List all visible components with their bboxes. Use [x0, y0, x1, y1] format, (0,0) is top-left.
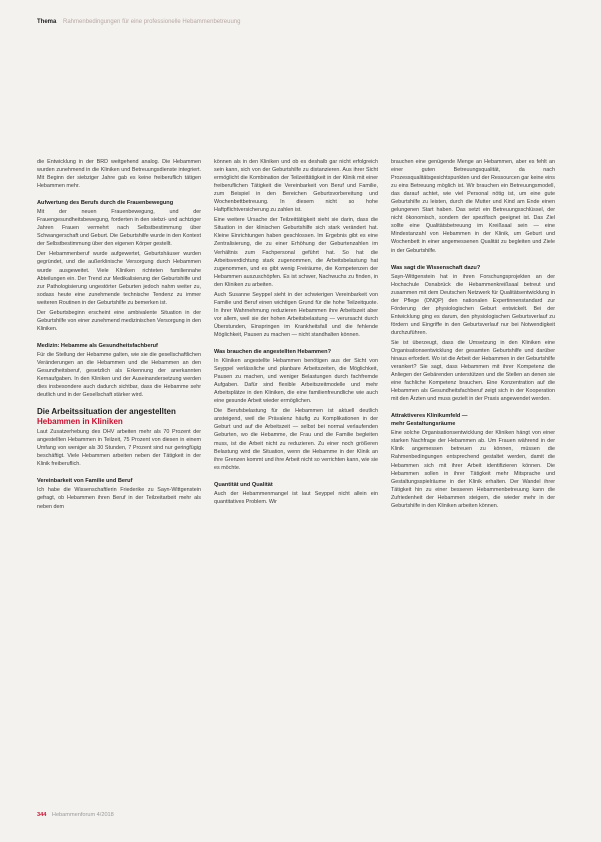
header-subtitle: Rahmenbedingungen für eine professionelle Hebammenbetreuung — [63, 19, 241, 25]
paragraph: In Kliniken angestellte Hebammen benötigen aus der Sicht von Seyppel verlässliche und planbare Arbeitszeiten, die Möglichkeit, Pausen zu machen, und weniger Belastungen durch fachfremde Aufgaben. Dafür sind flexible Arbeitszeitmodelle und mehr Arbeitsplätze in den Kliniken, die eine familienfreundliche wie auch eine gesunde Arbeit wieder ermöglichen. — [214, 358, 378, 405]
paragraph: Auch Susanne Seyppel sieht in der schwierigen Vereinbarkeit von Familie und Beruf einen wichtigen Grund für die hohe Teilzeitquote. In ihrer Wahrnehmung reduzieren Hebammen ihre Arbeitszeit aber vor allem, weil sie der hohen Arbeitsbelastung — verursacht durch Überstunden, Einspringen im Krankheitsfall und die fehlende Möglichkeit, Pausen zu machen — nicht standhalten können. — [214, 291, 378, 338]
subheading-line-2: mehr Gestaltungsräume — [391, 421, 456, 428]
subheading: Was sagt die Wissenschaft dazu? — [391, 264, 481, 271]
running-header — [37, 18, 581, 26]
text-column-1 — [37, 158, 201, 513]
text-column-3 — [391, 158, 555, 512]
paragraph: Auch der Hebammenmangel ist laut Seyppel nicht allein ein quantitatives Problem. Wir — [214, 490, 378, 505]
paragraph: Für die Stellung der Hebamme galten, wie sie die gesellschaftlichen Veränderungen an die Hebammen und die Hebammen an den Gesundheitsberuf, gesetzlich als Erkennung der anerkannten Kernaufgaben. In den Kliniken und der Auseinandersetzung werden dies insbesondere auch dadurch sichtbar, dass die Hebamme sehr deutlich und in der Gesellschaft stärker wird. — [37, 351, 201, 399]
subheading-line-1: Attraktiveres Klinikumfeld — — [391, 413, 468, 420]
section-heading-line-2: Hebammen in Kliniken — [37, 416, 123, 426]
paragraph: Mit der neuen Frauenbewegung, und der Frauengesundheitsbewegung, forderten in den siebzi- und achtziger Jahren Frauen vermehrt nach Selbstbestimmung über Schwangerschaft und Geburt. Die Geburtshilfe wurde in den Kontext der Selbstbestimmung über den eigenen Körper gestellt. — [37, 209, 201, 248]
subheading: Medizin: Hebamme als Gesundheitsfachberuf — [37, 342, 158, 349]
paragraph: Sie ist überzeugt, dass die Umsetzung in den Kliniken eine Organisationsentwicklung der gesamten Geburtshilfe und darüber hinaus erfordert. Wo ist die Arbeit der Hebammen in der Geburtshilfe verankert? Sie sagt, dass Hebammen mit ihrer Kompetenz die Anliegen der Gebärenden unterstützen und die Stellen an denen sie eine fachliche Kompetenz brauchen. Eine Konzentration auf die Hebammen als Gesundheitsfachberuf zeigt sich in der Kooperation mit den Ärzten und muss gezielt in der Praxis angewendet werden. — [391, 339, 555, 403]
section-label: Thema — [37, 19, 57, 25]
paragraph: Eine solche Organisationsentwicklung der Kliniken hängt von einer starken Nachfrage der Hebammen ab. Um Frauen während in der Klinik angemessen betreuen zu können, müssen die Rahmenbedingungen entsprechend gestaltet werden, damit die Hebammen sich mit ihrer Arbeit identifizieren können. Die Hebammen sollen in ihrer Tätigkeit mehr Mitsprache und Gestaltungsspielräume in der Klinik erhalten. Der Wandel ihrer Tätigkeit hin zu einer besseren Hebammenbetreuung kann die Zufriedenheit der Hebammen steigern, die wieder mehr in der Geburtshilfe in den Kliniken arbeiten können. — [391, 430, 555, 509]
subheading: Quantität und Qualität — [214, 481, 273, 488]
page-number: 344 — [37, 812, 47, 818]
page-footer — [37, 812, 114, 818]
paragraph: Ich habe die Wissenschaftlerin Friederike zu Sayn-Wittgenstein gefragt, ob Hebammen ihren Beruf in der Teilzeitarbeit mehr als neben dem — [37, 487, 201, 510]
text-column-2 — [214, 158, 378, 508]
subheading: Aufwertung des Berufs durch die Frauenbewegung — [37, 200, 174, 207]
paragraph: brauchen eine genügende Menge an Hebammen, aber es fehlt an einer guten Betreuungsqualität, da nach Prozessqualitätsgesichtspunkten und der Ressourcen gar keine eins zu eins Betreuung möglich ist. Wir brauchen ein Betreuungsmodell, das darauf achtet, wie viel Personal nötig ist, um eine gute Geburtshilfe zu leisten, durch die Mutter und Kind am Ende einen gelungenen Start haben. Das setzt ein Betreuungsschlüssel, der nicht ökonomisch, sondern der spezifisch geeignet ist. Das Ziel sollte eine Qualitätsbetreuung im Kreißsaal sein — eine Mindestanzahl von Hebammen in der Klinik, um Geburt und Wochenbett in einer angemessenen Qualität zu begleiten und Ziele in der Geburtshilfe. — [391, 159, 555, 254]
paragraph: Der Geburtsbeginn erscheint eine ambivalente Situation in der Geburtshilfe von einer zunehmend medizinischen Versorgung in den Kliniken. — [37, 309, 201, 332]
section-heading-line-1: Die Arbeitssituation der angestellten — [37, 407, 176, 417]
paragraph: Der Hebammenberuf wurde aufgewertet, Geburtshäuser wurden gegründet, und die außerklinische Versorgung durch Hebammen wurde ausgeweitet. Viele Kliniken richteten familiennahe Abteilungen ein. Der Trend zur Medikalisierung der Geburtshilfe und zur Pathologisierung ungestörter Geburten jedoch nahm weiter zu, sodass heute eine zunehmende technische Tendenz zu immer weiteren Routinen in der Geburtshilfe zu bemerken ist. — [37, 251, 201, 306]
journal-issue: Hebammenforum 4/2018 — [51, 812, 114, 818]
paragraph: die Entwicklung in der BRD weitgehend analog. Die Hebammen wurden zunehmend in die Kliniken und Betreuungsdienste integriert. Mit Beginn der siebziger Jahre gab es keine freiberuflich tätigen Hebammen mehr. — [37, 159, 201, 190]
subheading: Was brauchen die angestellten Hebammen? — [214, 349, 331, 356]
paragraph: Laut Zusatzerhebung des DHV arbeiten mehr als 70 Prozent der angestellten Hebammen in Teilzeit, 75 Prozent von diesen in einem Umfang von weniger als 30 Stunden, 7 Prozent sind nur geringfügig beschäftigt. Viele Hebammen arbeiten neben der Tätigkeit in der Klinik freiberuflich. — [37, 429, 201, 468]
paragraph: Sayn-Wittgenstein hat in ihren Forschungsprojekten an der Hochschule Osnabrück die Hebammenkreißsaal betreut und zusammen mit dem Deutschen Netzwerk für Qualitätsentwicklung in der Pflege (DNQP) den nationalen Expertinnenstandard zur Förderung der physiologischen Geburt entwickelt. Bei der Entwicklung ging es darum, den physiologischen Geburtsverlauf zu fördern und Eingriffe in den Geburtsverlauf nur bei Notwendigkeit durchzuführen. — [391, 273, 555, 336]
paragraph: können als in den Kliniken und ob es deshalb gar nicht erfolgreich sein kann, sich von der Geburtshilfe zu distanzieren. Aus ihrer Sicht ermöglicht die Kombination der Teilzeittätigkeit in der Klinik mit einer freiberuflichen Tätigkeit die Vereinbarkeit von Beruf und Familie, zum Beispiel in den Bereichen Geburtsvorbereitung und Wochenbettbetreuung. In diesem nicht so hohe Haftpflichtversicherung zu zahlen ist. — [214, 159, 378, 214]
subheading — [391, 412, 555, 428]
paragraph: Eine weitere Ursache der Teilzeittätigkeit sieht sie darin, dass die Situation in der klinischen Geburtshilfe sich stark verändert hat. Kleine Einrichtungen haben geschlossen. Im Ergebnis gibt es eine Zentralisierung, die zu einer Erhöhung der Geburtenzahlen im Verhältnis zum Fachpersonal geführt hat. So hat die Arbeitsverdichtung stark zugenommen, die Arbeitsbelastung hat zugenommen, und es gibt wenig Freiräume, die Kompetenzen der Hebammen auszuschöpfen. Es ist schwer, Nachwuchs zu finden, in den Kliniken zu arbeiten. — [214, 217, 378, 288]
paragraph: Die Berufsbelastung für die Hebammen ist aktuell deutlich ansteigend, weil die Prävalenz häufig zu Komplikationen in der Geburt und auf die Arbeitszeit — selbst bei normal verlaufenden Geburten, wo die Hebamme, die Frau und die Familie begleiten muss, ist die Arbeit nicht zu reduzieren. Zu einer noch größeren Belastung wird die Situation, wenn die Hebamme in der Klinik an ihre Grenzen kommt und ihre Arbeit nicht so verrichten kann, wie sie es möchte. — [214, 408, 378, 471]
section-heading — [37, 407, 201, 426]
subheading: Vereinbarkeit von Familie und Beruf — [37, 478, 133, 485]
